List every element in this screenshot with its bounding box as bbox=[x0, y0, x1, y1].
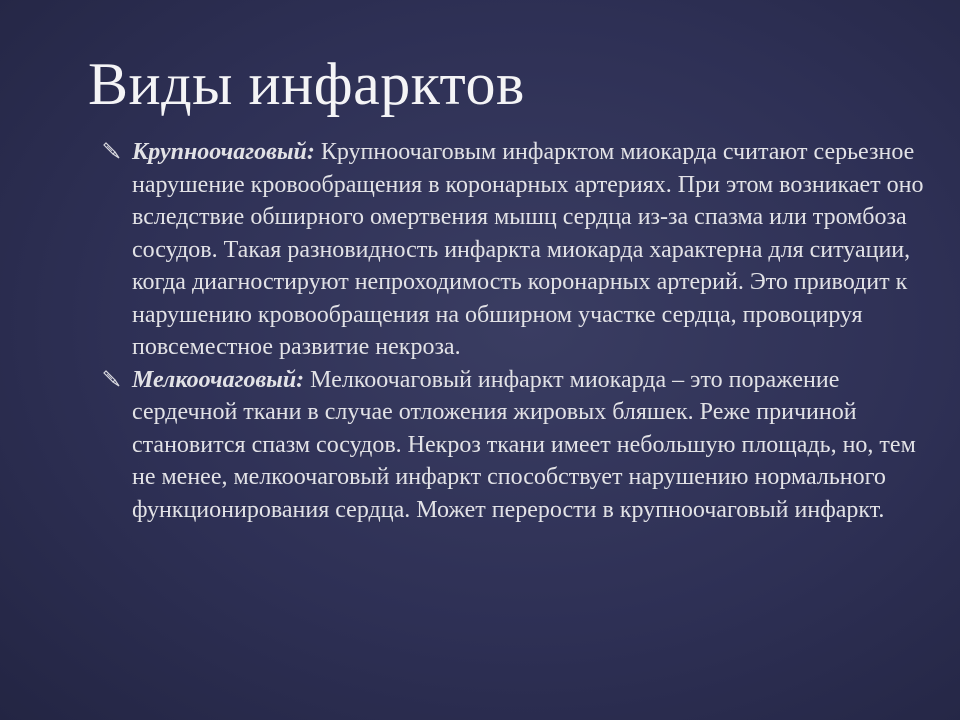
bullet-term: Крупноочаговый: bbox=[132, 139, 315, 165]
bullet-text: Крупноочаговым инфарктом миокарда считают серьезное нарушение кровообращения в коронарных артериях. При этом возникает оно вследствие обширного омертвения мышц сердца из-за спазма или тромбоза сосудов. Такая разновидность инфаркта миокарда характерна для ситуации, когда диагностируют непроходимость коронарных артерий. Это приводит к нарушению кровообращения на обширном участке сердца, провоцируя повсеместное развитие некроза. bbox=[132, 139, 924, 360]
bullet-item-large-focal bbox=[100, 136, 930, 364]
bullet-text: Мелкоочаговый инфаркт миокарда – это поражение сердечной ткани в случае отложения жировых бляшек. Реже причиной становится спазм сосудов. Некроз ткани имеет небольшую площадь, но, тем не менее, мелкоочаговый инфаркт способствует нарушению нормального функционирования сердца. Может перерости в крупноочаговый инфаркт. bbox=[132, 366, 916, 523]
bullet-list bbox=[100, 136, 930, 526]
bullet-term: Мелкоочаговый: bbox=[132, 366, 305, 393]
quill-pen-icon bbox=[102, 142, 122, 162]
bullet-item-small-focal bbox=[100, 364, 930, 527]
slide-title: Виды инфарктов bbox=[88, 51, 525, 117]
quill-pen-icon bbox=[102, 370, 122, 390]
